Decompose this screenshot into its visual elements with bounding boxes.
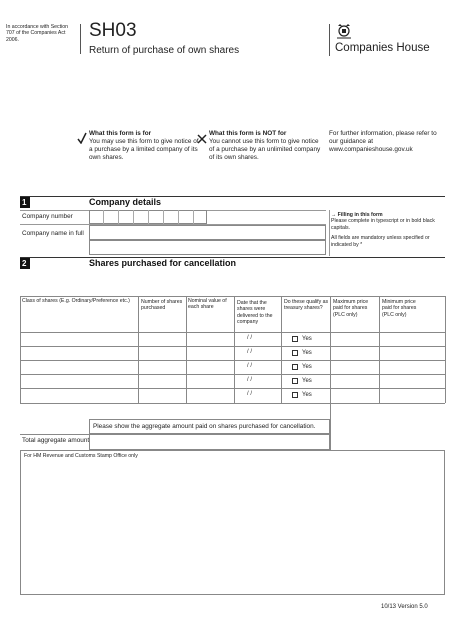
col-treasury: Do these qualify as treasury shares?	[284, 299, 329, 312]
is-for-title: What this form is for	[89, 130, 152, 137]
filling-title: → Filling in this form	[331, 212, 383, 218]
checkbox-icon[interactable]	[292, 336, 298, 342]
col-number-of-shares: Number of shares purchased	[141, 299, 183, 312]
checkbox-icon[interactable]	[292, 364, 298, 370]
filling-text: Please complete in typescript or in bold black capitals.	[331, 218, 435, 231]
date-field[interactable]: / /	[247, 349, 253, 355]
logo-text: Companies House	[335, 42, 430, 54]
cross-icon	[197, 131, 207, 149]
treasury-checkbox[interactable]: Yes	[292, 378, 312, 384]
section1-number: 1	[20, 197, 30, 208]
company-name-input-line2[interactable]	[89, 240, 326, 255]
is-for-text: You may use this form to give notice of a purchase by a limited company of its own shares.	[89, 138, 199, 161]
checkbox-icon[interactable]	[292, 350, 298, 356]
total-aggregate-label: Total aggregate amount	[22, 437, 90, 444]
version-label: 10/13 Version 5.0	[381, 604, 428, 610]
col-min-price: Minimum price paid for shares (PLC only)	[382, 299, 417, 318]
not-for-text: You cannot use this form to give notice of a purchase by an unlimited company of its own shares.	[209, 138, 321, 161]
section1-title: Company details	[89, 197, 162, 207]
logo-divider	[329, 24, 330, 56]
date-field[interactable]: / /	[247, 377, 253, 383]
checkbox-icon[interactable]	[292, 378, 298, 384]
col-date-delivered: Date that the shares were delivered to the company	[237, 300, 273, 325]
form-code: SH03	[89, 20, 137, 41]
treasury-checkbox[interactable]: Yes	[292, 392, 312, 398]
aggregate-note-box	[89, 419, 330, 434]
stamp-office-box	[20, 450, 445, 595]
royal-crest-icon	[335, 22, 353, 40]
section1-rule	[20, 196, 445, 197]
not-for-title: What this form is NOT for	[209, 130, 287, 137]
aggregate-note: Please show the aggregate amount paid on shares purchased for cancellation.	[93, 423, 316, 430]
total-aggregate-input[interactable]	[89, 434, 330, 450]
date-field[interactable]: / /	[247, 335, 253, 341]
legal-note: In accordance with Section 707 of the Companies Act 2006.	[6, 24, 68, 43]
date-field[interactable]: / /	[247, 363, 253, 369]
company-name-input-line1[interactable]	[89, 225, 326, 240]
company-number-input[interactable]	[89, 210, 207, 224]
section2-number: 2	[20, 258, 30, 269]
checkbox-icon[interactable]	[292, 392, 298, 398]
company-name-label: Company name in full	[22, 230, 84, 237]
tick-icon	[77, 131, 87, 149]
treasury-checkbox[interactable]: Yes	[292, 364, 312, 370]
section2-title: Shares purchased for cancellation	[89, 258, 237, 268]
col-class-of-shares: Class of shares (E.g. Ordinary/Preference etc.)	[22, 298, 130, 304]
company-number-label: Company number	[22, 213, 73, 220]
col-nominal-value: Nominal value of each share	[188, 298, 227, 311]
date-field[interactable]: / /	[247, 391, 253, 397]
col-max-price: Maximum price paid for shares (PLC only)	[333, 299, 369, 318]
filling-guidance	[331, 212, 447, 248]
form-title: Return of purchase of own shares	[89, 45, 240, 56]
mandatory-text: All fields are mandatory unless specified or indicated by *	[331, 235, 430, 248]
header-divider	[80, 24, 81, 54]
further-info: For further information, please refer to our guidance at www.companieshouse.gov.uk	[329, 130, 437, 153]
stamp-office-label: For HM Revenue and Customs Stamp Office only	[24, 453, 138, 459]
treasury-checkbox[interactable]: Yes	[292, 350, 312, 356]
treasury-checkbox[interactable]: Yes	[292, 336, 312, 342]
